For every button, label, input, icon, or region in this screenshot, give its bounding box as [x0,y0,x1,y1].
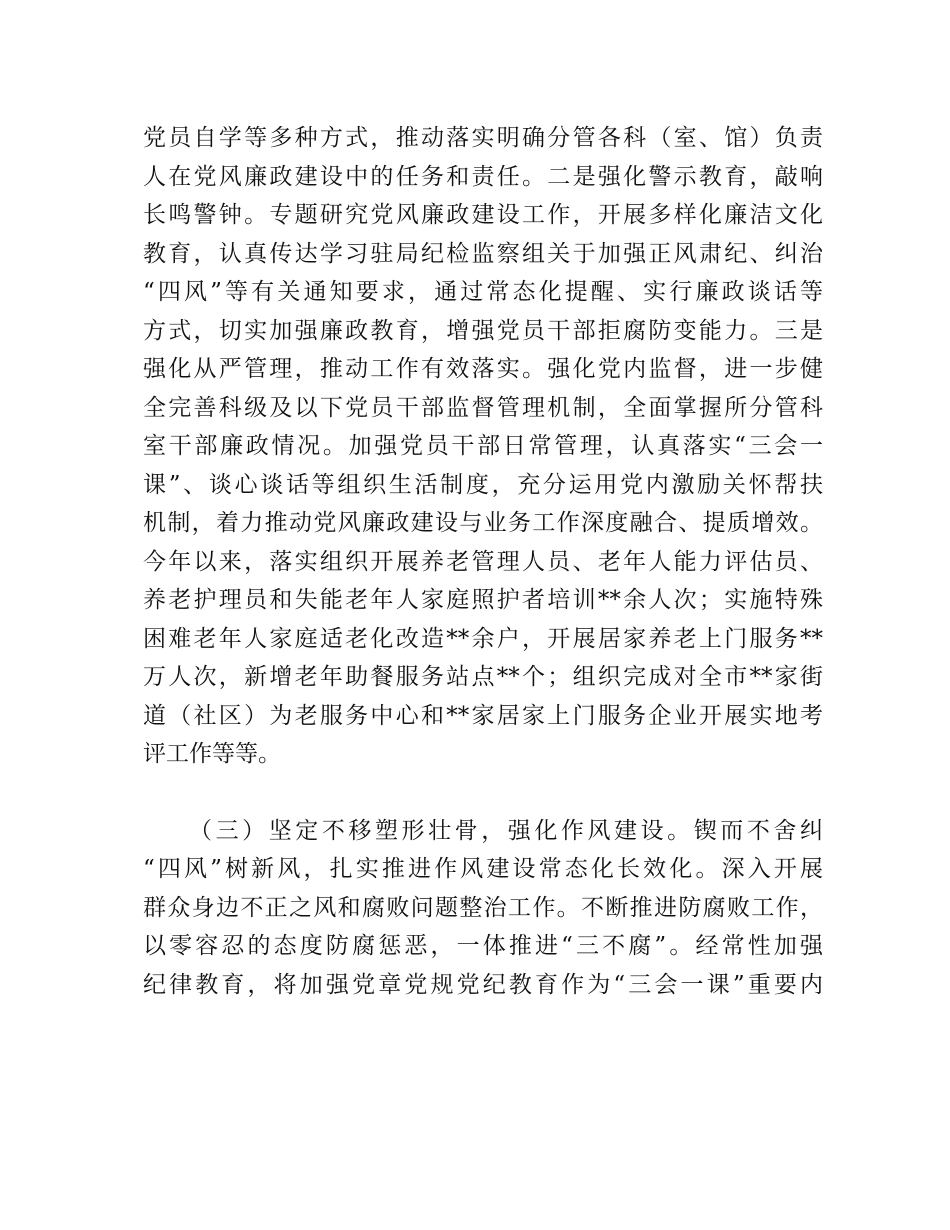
document-body [143,119,823,1004]
text-line: 人在党风廉政建设中的任务和责任。二是强化警示教育，敲响 [143,163,823,190]
text-line: 全完善科级及以下党员干部监督管理机制，全面掌握所分管科 [143,394,823,421]
text-line: 机制，着力推动党风廉政建设与业务工作深度融合、提质增效。 [143,510,823,536]
text-line: 室干部廉政情况。加强党员干部日常管理，认真落实“三会一 [143,433,823,459]
paragraph-2 [143,812,823,1005]
text-line: 以零容忍的态度防腐惩恶，一体推进“三不腐”。经常性加强 [143,933,823,959]
text-line: 课”、谈心谈话等组织生活制度，充分运用党内激励关怀帮扶 [143,471,823,498]
text-line: 党员自学等多种方式，推动落实明确分管各科（室、馆）负责 [143,125,823,151]
text-line-last: 评工作等等。 [143,741,281,767]
text-line: 长鸣警钟。专题研究党风廉政建设工作，开展多样化廉洁文化 [143,202,823,228]
text-line: “四风”等有关通知要求，通过常态化提醒、实行廉政谈话等 [143,279,823,305]
text-line: 今年以来，落实组织开展养老管理人员、老年人能力评估员、 [143,548,823,575]
text-line: 纪律教育，将加强党章党规党纪教育作为“三会一课”重要内 [143,971,823,998]
text-line: 强化从严管理，推动工作有效落实。强化党内监督，进一步健 [143,356,823,382]
text-line: 养老护理员和失能老年人家庭照护者培训**余人次；实施特殊 [143,587,823,613]
paragraph-spacer [143,774,823,812]
text-line: 教育，认真传达学习驻局纪检监察组关于加强正风肃纪、纠治 [143,240,823,267]
paragraph-1 [143,119,823,774]
text-line-indented: （三）坚定不移塑形壮骨，强化作风建设。锲而不舍纠 [189,817,823,844]
text-line: 道（社区）为老服务中心和**家居家上门服务企业开展实地考 [143,702,823,729]
text-line: “四风”树新风，扎实推进作风建设常态化长效化。深入开展 [143,856,823,882]
text-line: 困难老年人家庭适老化改造**余户，开展居家养老上门服务** [143,625,823,652]
text-line: 方式，切实加强廉政教育，增强党员干部拒腐防变能力。三是 [143,317,823,344]
text-line: 万人次，新增老年助餐服务站点**个；组织完成对全市**家街 [143,664,823,690]
text-line: 群众身边不正之风和腐败问题整治工作。不断推进防腐败工作， [143,894,823,921]
